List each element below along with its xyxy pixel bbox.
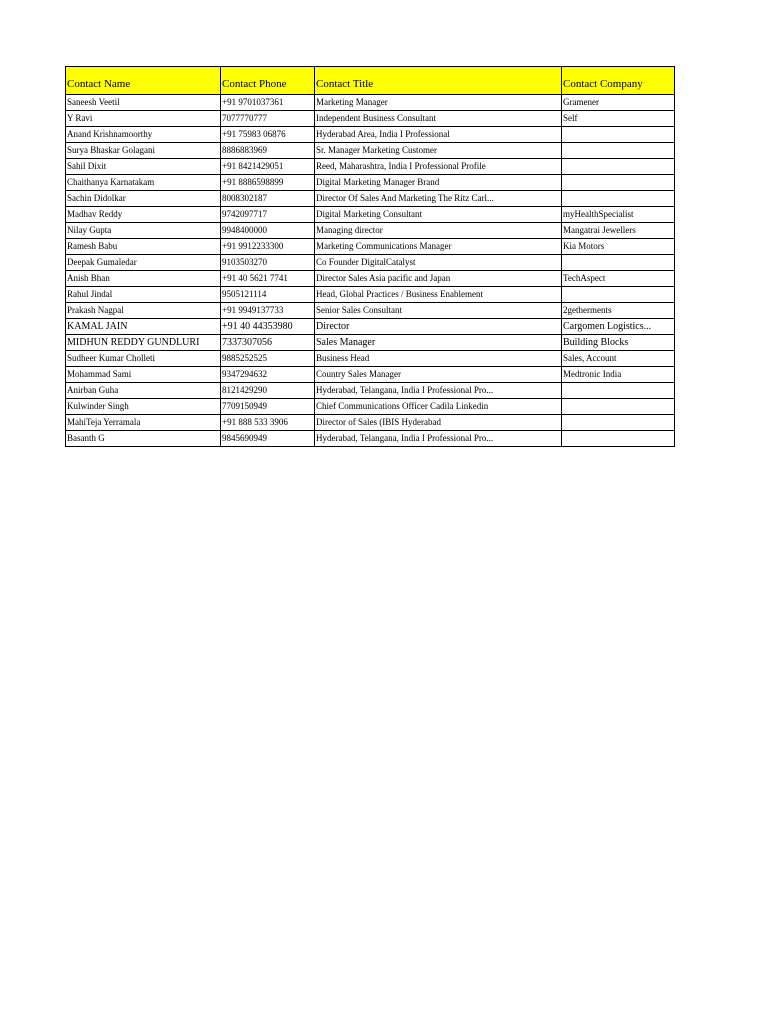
cell-contact-title: Hyderabad, Telangana, India I Professional Pro...: [315, 383, 562, 399]
cell-contact-company: Medtronic India: [562, 367, 675, 383]
cell-contact-phone: 7709150949: [221, 399, 315, 415]
cell-contact-phone: +91 9701037361: [221, 95, 315, 111]
table-row: [66, 255, 675, 271]
cell-contact-title: Director of Sales (IBIS Hyderabad: [315, 415, 562, 431]
cell-contact-phone: 9347294632: [221, 367, 315, 383]
cell-contact-company: [562, 383, 675, 399]
cell-contact-phone: 9885252525: [221, 351, 315, 367]
cell-contact-phone: 7337307056: [221, 335, 315, 351]
header-contact-company: Contact Company: [562, 67, 675, 95]
cell-contact-phone: 8121429290: [221, 383, 315, 399]
cell-contact-company: myHealthSpecialist: [562, 207, 675, 223]
cell-contact-phone: +91 75983 06876: [221, 127, 315, 143]
table-row: [66, 415, 675, 431]
contacts-table: [65, 66, 675, 447]
cell-contact-name: Nilay Gupta: [66, 223, 221, 239]
table-row: [66, 271, 675, 287]
cell-contact-phone: 8008302187: [221, 191, 315, 207]
cell-contact-name: Anand Krishnamoorthy: [66, 127, 221, 143]
cell-contact-company: 2getherments: [562, 303, 675, 319]
cell-contact-title: Co Founder DigitalCatalyst: [315, 255, 562, 271]
cell-contact-phone: +91 9949137733: [221, 303, 315, 319]
cell-contact-name: Kulwinder Singh: [66, 399, 221, 415]
table-row: [66, 111, 675, 127]
cell-contact-phone: +91 9912233300: [221, 239, 315, 255]
header-contact-phone: Contact Phone: [221, 67, 315, 95]
table-row: [66, 335, 675, 351]
cell-contact-title: Business Head: [315, 351, 562, 367]
cell-contact-title: Director Of Sales And Marketing The Ritz Carl...: [315, 191, 562, 207]
cell-contact-name: Prakash Nagpal: [66, 303, 221, 319]
table-row: [66, 175, 675, 191]
table-row: [66, 143, 675, 159]
cell-contact-phone: 9948400000: [221, 223, 315, 239]
cell-contact-phone: +91 8886598899: [221, 175, 315, 191]
cell-contact-name: Chaithanya Karnatakam: [66, 175, 221, 191]
cell-contact-company: [562, 191, 675, 207]
cell-contact-name: Sachin Didolkar: [66, 191, 221, 207]
cell-contact-phone: 8886883969: [221, 143, 315, 159]
cell-contact-name: Basanth G: [66, 431, 221, 447]
cell-contact-title: Hyderabad, Telangana, India I Professional Pro...: [315, 431, 562, 447]
table-row: [66, 431, 675, 447]
table-row: [66, 95, 675, 111]
cell-contact-title: Director: [315, 319, 562, 335]
cell-contact-title: Hyderabad Area, India I Professional: [315, 127, 562, 143]
cell-contact-name: Y Ravi: [66, 111, 221, 127]
cell-contact-company: TechAspect: [562, 271, 675, 287]
cell-contact-company: Cargomen Logistics...: [562, 319, 675, 335]
cell-contact-company: [562, 415, 675, 431]
cell-contact-name: MIDHUN REDDY GUNDLURI: [66, 335, 221, 351]
cell-contact-phone: +91 888 533 3906: [221, 415, 315, 431]
cell-contact-phone: +91 40 44353980: [221, 319, 315, 335]
cell-contact-name: Ramesh Babu: [66, 239, 221, 255]
cell-contact-title: Managing director: [315, 223, 562, 239]
header-row: [66, 67, 675, 95]
cell-contact-title: Sr. Manager Marketing Customer: [315, 143, 562, 159]
table-row: [66, 239, 675, 255]
cell-contact-phone: 9742097717: [221, 207, 315, 223]
table-body: [66, 95, 675, 447]
cell-contact-phone: 9103503270: [221, 255, 315, 271]
cell-contact-phone: 9505121114: [221, 287, 315, 303]
cell-contact-title: Country Sales Manager: [315, 367, 562, 383]
table-row: [66, 351, 675, 367]
cell-contact-phone: 7077770777: [221, 111, 315, 127]
cell-contact-title: Independent Business Consultant: [315, 111, 562, 127]
table-row: [66, 223, 675, 239]
cell-contact-title: Senior Sales Consultant: [315, 303, 562, 319]
spreadsheet-page: [65, 66, 675, 447]
table-row: [66, 319, 675, 335]
cell-contact-company: [562, 431, 675, 447]
cell-contact-title: Head, Global Practices / Business Enablement: [315, 287, 562, 303]
cell-contact-company: [562, 255, 675, 271]
cell-contact-company: Sales, Account: [562, 351, 675, 367]
cell-contact-title: Chief Communications Officer Cadila Linkedin: [315, 399, 562, 415]
cell-contact-title: Director Sales Asia pacific and Japan: [315, 271, 562, 287]
cell-contact-name: Mohammad Sami: [66, 367, 221, 383]
cell-contact-company: Building Blocks: [562, 335, 675, 351]
cell-contact-company: [562, 127, 675, 143]
table-row: [66, 383, 675, 399]
cell-contact-title: Reed, Maharashtra, India I Professional Profile: [315, 159, 562, 175]
cell-contact-name: Sudheer Kumar Cholleti: [66, 351, 221, 367]
header-contact-title: Contact Title: [315, 67, 562, 95]
cell-contact-phone: +91 8421429051: [221, 159, 315, 175]
cell-contact-company: Mangatrai Jewellers: [562, 223, 675, 239]
cell-contact-company: [562, 159, 675, 175]
cell-contact-name: Anish Bhan: [66, 271, 221, 287]
cell-contact-company: Gramener: [562, 95, 675, 111]
table-row: [66, 127, 675, 143]
table-row: [66, 191, 675, 207]
cell-contact-name: MahiTeja Yerramala: [66, 415, 221, 431]
cell-contact-title: Digital Marketing Manager Brand: [315, 175, 562, 191]
cell-contact-name: Anirban Guha: [66, 383, 221, 399]
cell-contact-phone: 9845690949: [221, 431, 315, 447]
cell-contact-title: Digital Marketing Consultant: [315, 207, 562, 223]
cell-contact-company: [562, 143, 675, 159]
cell-contact-title: Marketing Manager: [315, 95, 562, 111]
table-row: [66, 207, 675, 223]
table-row: [66, 287, 675, 303]
cell-contact-title: Marketing Communications Manager: [315, 239, 562, 255]
cell-contact-company: [562, 175, 675, 191]
header-contact-name: Contact Name: [66, 67, 221, 95]
cell-contact-company: Kia Motors: [562, 239, 675, 255]
table-row: [66, 303, 675, 319]
cell-contact-phone: +91 40 5621 7741: [221, 271, 315, 287]
cell-contact-name: KAMAL JAIN: [66, 319, 221, 335]
cell-contact-name: Sahil Dixit: [66, 159, 221, 175]
table-row: [66, 399, 675, 415]
table-row: [66, 367, 675, 383]
cell-contact-name: Surya Bhaskar Golagani: [66, 143, 221, 159]
cell-contact-title: Sales Manager: [315, 335, 562, 351]
cell-contact-name: Rahul Jindal: [66, 287, 221, 303]
cell-contact-name: Deepak Gumaledar: [66, 255, 221, 271]
cell-contact-company: Self: [562, 111, 675, 127]
cell-contact-company: [562, 399, 675, 415]
cell-contact-company: [562, 287, 675, 303]
table-row: [66, 159, 675, 175]
cell-contact-name: Saneesh Veetil: [66, 95, 221, 111]
cell-contact-name: Madhav Reddy: [66, 207, 221, 223]
